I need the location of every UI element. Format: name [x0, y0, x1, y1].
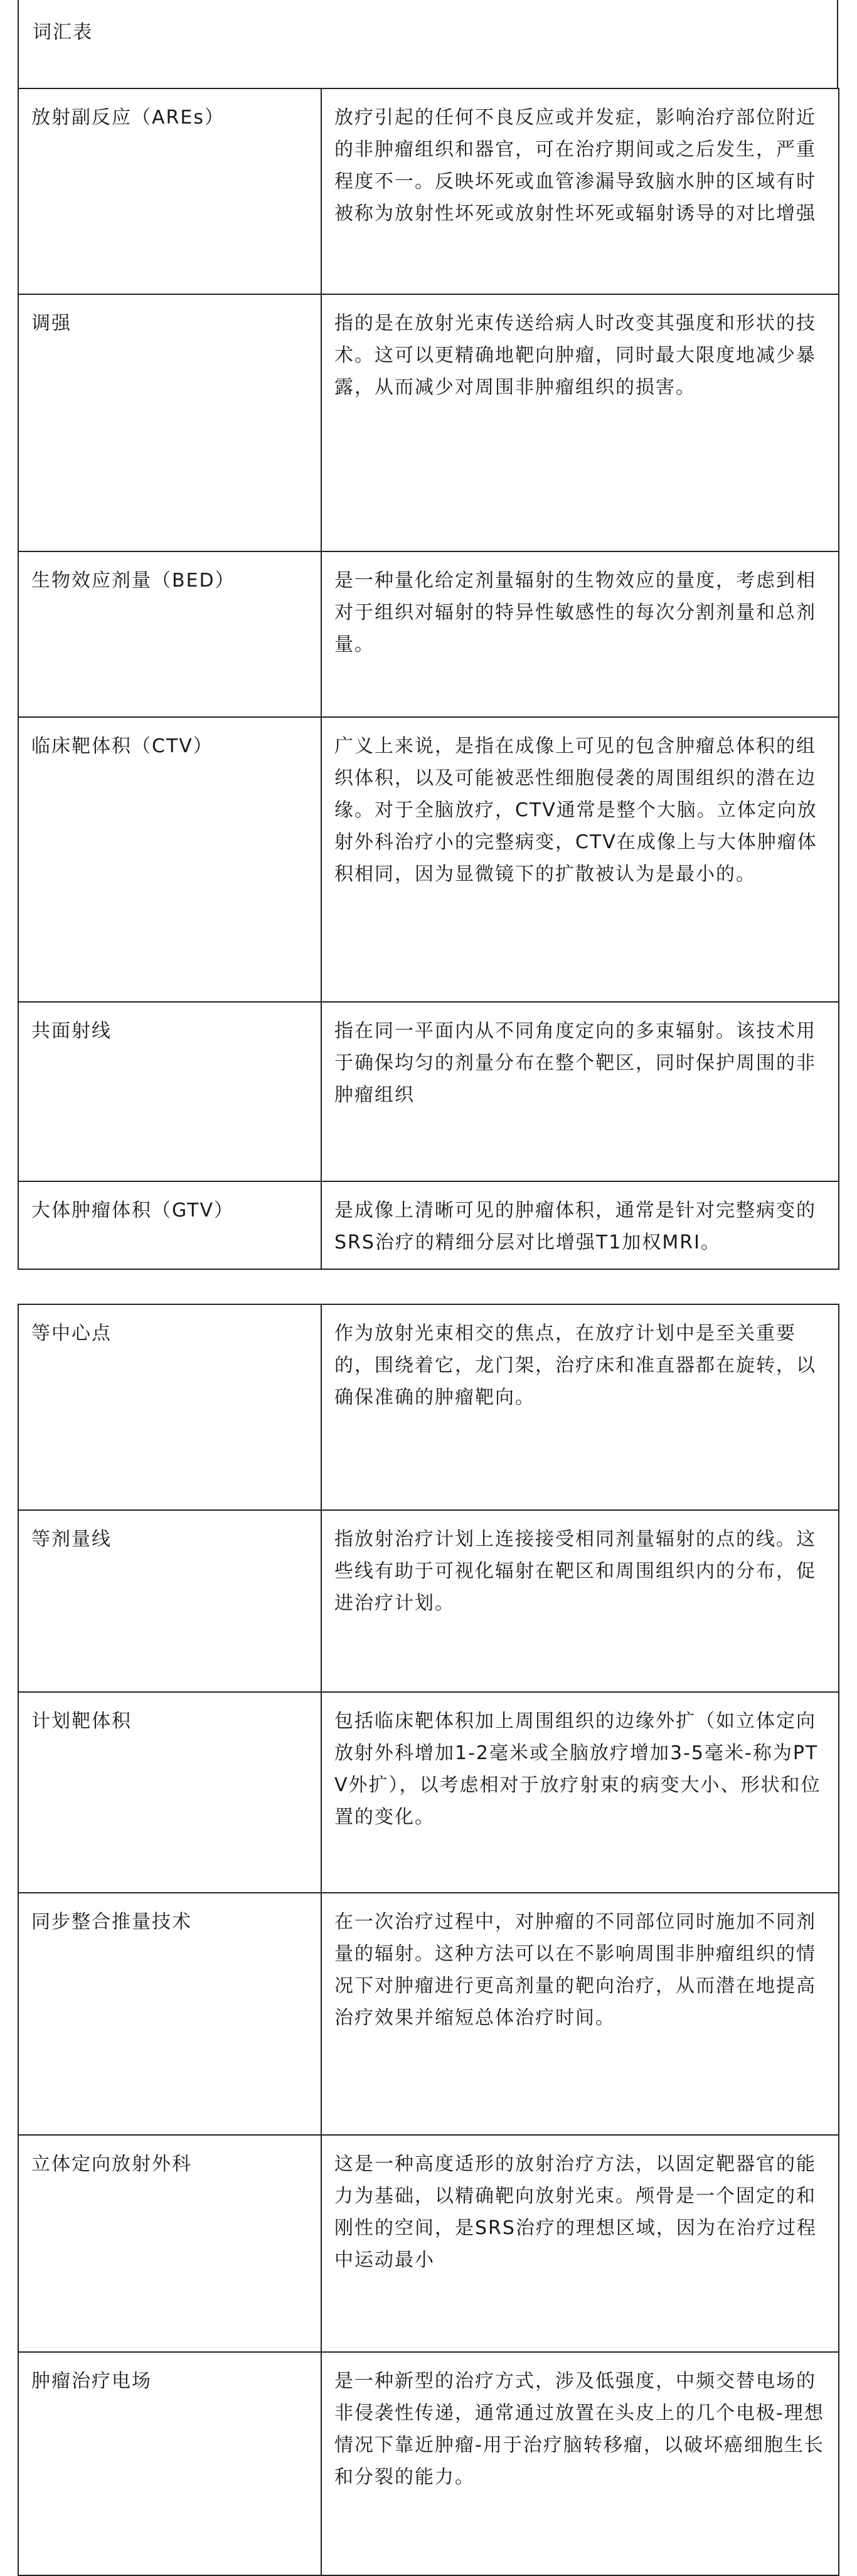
definition-cell: 这是一种高度适形的放射治疗方法，以固定靶器官的能力为基础，以精确靶向放射光束。颅骨是一个固定的和刚性的空间，是SRS治疗的理想区域，因为在治疗过程中运动最小 — [321, 2135, 839, 2352]
table-row — [18, 717, 839, 1002]
term-cell: 临床靶体积（CTV） — [18, 717, 321, 1002]
table-row — [18, 551, 839, 717]
term-cell: 立体定向放射外科 — [18, 2135, 321, 2352]
definition-cell: 包括临床靶体积加上周围组织的边缘外扩（如立体定向放射外科增加1-2毫米或全脑放疗增加3-5毫米-称为PTV外扩），以考虑相对于放疗射束的病变大小、形状和位置的变化。 — [321, 1692, 839, 1893]
definition-cell: 指放射治疗计划上连接接受相同剂量辐射的点的线。这些线有助于可视化辐射在靶区和周围组织内的分布，促进治疗计划。 — [321, 1510, 839, 1692]
definition-cell: 广义上来说，是指在成像上可见的包含肿瘤总体积的组织体积，以及可能被恶性细胞侵袭的周围组织的潜在边缘。对于全脑放疗，CTV通常是整个大脑。立体定向放射外科治疗小的完整病变，CTV在成像上与大体肿瘤体积相同，因为显微镜下的扩散被认为是最小的。 — [321, 717, 839, 1002]
table-row — [18, 1181, 839, 1269]
term-cell: 共面射线 — [18, 1002, 321, 1181]
definition-cell: 放疗引起的任何不良反应或并发症，影响治疗部位附近的非肿瘤组织和器官，可在治疗期间或之后发生，严重程度不一。反映坏死或血管渗漏导致脑水肿的区域有时被称为放射性坏死或放射性坏死或辐射诱导的对比增强 — [321, 88, 839, 294]
term-cell: 同步整合推量技术 — [18, 1893, 321, 2135]
term-cell: 等剂量线 — [18, 1510, 321, 1692]
term-cell: 计划靶体积 — [18, 1692, 321, 1893]
term-cell: 肿瘤治疗电场 — [18, 2352, 321, 2575]
definition-cell: 是一种新型的治疗方式，涉及低强度，中频交替电场的非侵袭性传递，通常通过放置在头皮上的几个电极-理想情况下靠近肿瘤-用于治疗脑转移瘤，以破坏癌细胞生长和分裂的能力。 — [321, 2352, 839, 2575]
definition-cell: 是一种量化给定剂量辐射的生物效应的量度，考虑到相对于组织对辐射的特异性敏感性的每次分割剂量和总剂量。 — [321, 551, 839, 717]
term-cell: 放射副反应（AREs） — [18, 88, 321, 294]
table-row — [18, 1510, 839, 1692]
table-row — [18, 294, 839, 551]
definition-cell: 指的是在放射光束传送给病人时改变其强度和形状的技术。这可以更精确地靶向肿瘤，同时最大限度地减少暴露，从而减少对周围非肿瘤组织的损害。 — [321, 294, 839, 551]
table-row — [18, 1002, 839, 1181]
glossary-table-part-2 — [18, 1304, 839, 2576]
term-cell: 调强 — [18, 294, 321, 551]
definition-cell: 指在同一平面内从不同角度定向的多束辐射。该技术用于确保均匀的剂量分布在整个靶区，同时保护周围的非肿瘤组织 — [321, 1002, 839, 1181]
table-row — [18, 1692, 839, 1893]
table-row — [18, 2135, 839, 2352]
term-cell: 等中心点 — [18, 1304, 321, 1510]
definition-cell: 作为放射光束相交的焦点，在放疗计划中是至关重要的，围绕着它，龙门架，治疗床和准直器都在旋转，以确保准确的肿瘤靶向。 — [321, 1304, 839, 1510]
table-row — [18, 2352, 839, 2575]
table-row — [18, 88, 839, 294]
table-row — [18, 1893, 839, 2135]
definition-cell: 是成像上清晰可见的肿瘤体积，通常是针对完整病变的SRS治疗的精细分层对比增强T1加权MRI。 — [321, 1181, 839, 1269]
term-cell: 生物效应剂量（BED） — [18, 551, 321, 717]
term-cell: 大体肿瘤体积（GTV） — [18, 1181, 321, 1269]
glossary-table-part-1 — [18, 88, 839, 1270]
title-box — [18, 0, 838, 89]
table-row — [18, 1304, 839, 1510]
document-title: 词汇表 — [33, 21, 93, 43]
definition-cell: 在一次治疗过程中，对肿瘤的不同部位同时施加不同剂量的辐射。这种方法可以在不影响周围非肿瘤组织的情况下对肿瘤进行更高剂量的靶向治疗，从而潜在地提高治疗效果并缩短总体治疗时间。 — [321, 1893, 839, 2135]
